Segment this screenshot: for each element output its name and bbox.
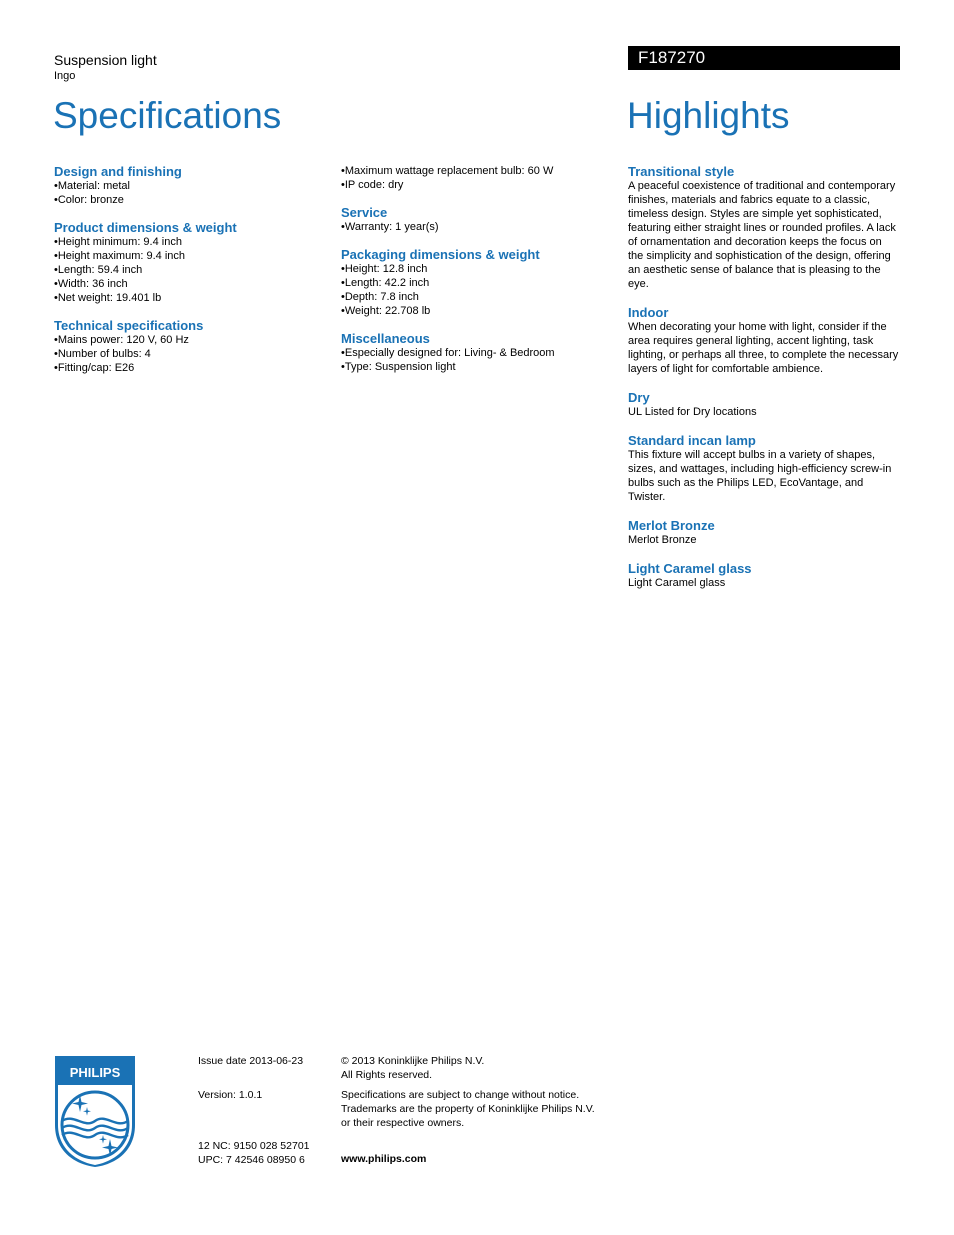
spec-column-2 bbox=[341, 164, 611, 387]
highlights-title: Highlights bbox=[627, 95, 790, 136]
product-code-bar: F187270 bbox=[628, 46, 900, 70]
copyright: © 2013 Koninklijke Philips N.V. bbox=[341, 1055, 485, 1067]
spec-item: • Weight: 22.708 lb bbox=[341, 304, 611, 318]
spec-item: • Height: 12.8 inch bbox=[341, 262, 611, 276]
spec-section-design bbox=[54, 164, 324, 207]
highlight-standard-incan-lamp bbox=[628, 433, 900, 504]
section-title: Product dimensions & weight bbox=[54, 220, 237, 235]
spec-section-packaging bbox=[341, 247, 611, 318]
highlight-title: Indoor bbox=[628, 305, 669, 320]
spec-item: • Mains power: 120 V, 60 Hz bbox=[54, 333, 324, 347]
spec-item: • Especially designed for: Living- & Bedroom bbox=[341, 346, 611, 360]
highlight-title: Standard incan lamp bbox=[628, 433, 756, 448]
section-title: Design and finishing bbox=[54, 164, 182, 179]
spec-item: • Net weight: 19.401 lb bbox=[54, 291, 324, 305]
product-name: Ingo bbox=[54, 70, 76, 82]
spec-item: • Type: Suspension light bbox=[341, 360, 611, 374]
spec-item: • Material: metal bbox=[54, 179, 324, 193]
website-link[interactable]: www.philips.com bbox=[341, 1153, 427, 1165]
highlight-transitional-style bbox=[628, 164, 900, 291]
spec-item: • Warranty: 1 year(s) bbox=[341, 220, 611, 234]
disclaimer-line-3: or their respective owners. bbox=[341, 1117, 465, 1129]
highlight-light-caramel-glass bbox=[628, 561, 900, 590]
disclaimer-line-2: Trademarks are the property of Koninklijke Philips N.V. bbox=[341, 1103, 595, 1115]
highlights-column bbox=[628, 164, 900, 604]
spec-section-continued bbox=[341, 164, 611, 192]
nc-number: 12 NC: 9150 028 52701 bbox=[198, 1140, 310, 1152]
upc-number: UPC: 7 42546 08950 6 bbox=[198, 1154, 305, 1166]
spec-item: • Length: 42.2 inch bbox=[341, 276, 611, 290]
rights-reserved: All Rights reserved. bbox=[341, 1069, 433, 1081]
spec-item: • Height minimum: 9.4 inch bbox=[54, 235, 324, 249]
disclaimer-line-1: Specifications are subject to change without notice. bbox=[341, 1089, 580, 1101]
spec-section-technical bbox=[54, 318, 324, 375]
highlight-text: Light Caramel glass bbox=[628, 577, 726, 589]
logo-text: PHILIPS bbox=[69, 1065, 121, 1080]
spec-section-product-dimensions bbox=[54, 220, 324, 305]
spec-item: • Depth: 7.8 inch bbox=[341, 290, 611, 304]
specifications-title: Specifications bbox=[53, 95, 282, 136]
spec-item: • Maximum wattage replacement bulb: 60 W bbox=[341, 164, 611, 178]
version: Version: 1.0.1 bbox=[198, 1089, 263, 1101]
spec-item: • Number of bulbs: 4 bbox=[54, 347, 324, 361]
highlight-title: Transitional style bbox=[628, 164, 735, 179]
highlight-title: Merlot Bronze bbox=[628, 518, 715, 533]
philips-logo bbox=[54, 1055, 136, 1167]
spec-item: • IP code: dry bbox=[341, 178, 611, 192]
product-type: Suspension light bbox=[54, 52, 157, 68]
highlight-text: Merlot Bronze bbox=[628, 534, 697, 546]
spec-column-1 bbox=[54, 164, 324, 388]
section-title: Packaging dimensions & weight bbox=[341, 247, 540, 262]
highlight-text: UL Listed for Dry locations bbox=[628, 406, 757, 418]
issue-date: Issue date 2013-06-23 bbox=[198, 1055, 304, 1067]
section-title: Service bbox=[341, 205, 388, 220]
spec-item: • Width: 36 inch bbox=[54, 277, 324, 291]
spec-item: • Color: bronze bbox=[54, 193, 324, 207]
highlight-merlot-bronze bbox=[628, 518, 900, 547]
highlight-dry bbox=[628, 390, 900, 419]
section-title: Technical specifications bbox=[54, 318, 204, 333]
spec-section-miscellaneous bbox=[341, 331, 611, 374]
highlight-title: Light Caramel glass bbox=[628, 561, 752, 576]
spec-item: • Fitting/cap: E26 bbox=[54, 361, 324, 375]
highlight-text: When decorating your home with light, consider if the area requires general lighting, accent lighting, task lighting, or perhaps all three, to complete the necessary layers of light for comfortable ambience. bbox=[628, 321, 899, 375]
highlight-indoor bbox=[628, 305, 900, 376]
spec-item: • Length: 59.4 inch bbox=[54, 263, 324, 277]
highlight-text: A peaceful coexistence of traditional and contemporary finishes, materials and fabrics equate to a classic, timeless design. Styles are simple yet sophisticated, featuring either straight lines or rounded profiles. A lack of ornamentation and decoration keeps the focus on the simplicity and sophistication of the design, offering an aesthetic sense of balance that is pleasing to the eye. bbox=[628, 180, 896, 290]
highlight-title: Dry bbox=[628, 390, 650, 405]
spec-section-service bbox=[341, 205, 611, 234]
highlight-text: This fixture will accept bulbs in a variety of shapes, sizes, and wattages, including high-efficiency screw-in bulbs such as the Philips LED, EcoVantage, and Twister. bbox=[628, 449, 892, 503]
spec-item: • Height maximum: 9.4 inch bbox=[54, 249, 324, 263]
section-title: Miscellaneous bbox=[341, 331, 430, 346]
